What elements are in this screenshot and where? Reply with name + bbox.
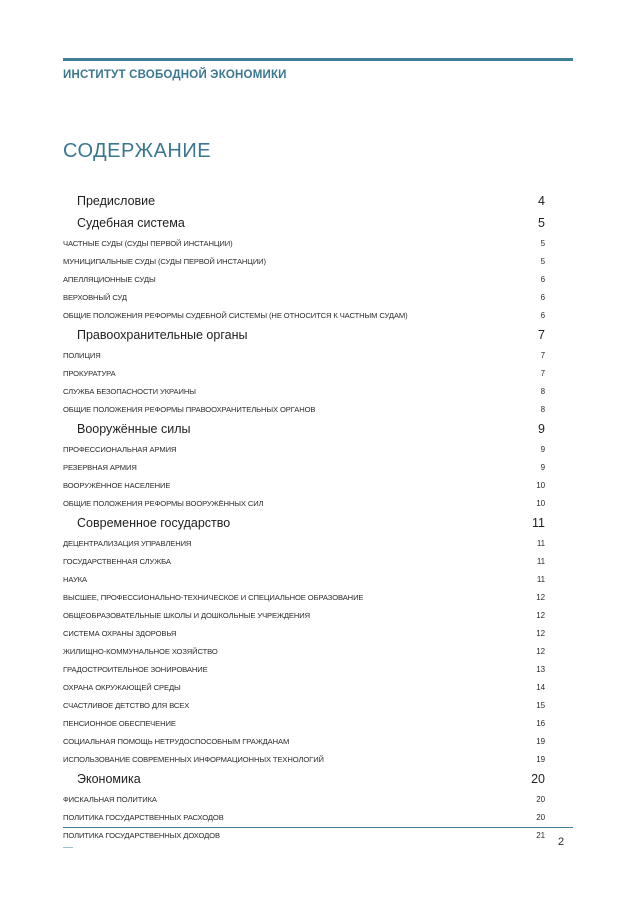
toc-entry-page: 21 [536, 830, 545, 840]
toc-entry-label: Предисловие [77, 194, 156, 208]
toc-entry-page: 20 [536, 794, 545, 804]
toc-subsection-entry[interactable] [63, 288, 545, 306]
toc-section-entry[interactable] [63, 212, 545, 234]
toc-subsection-entry[interactable] [63, 400, 545, 418]
toc-subsection-entry[interactable] [63, 270, 545, 288]
toc-entry-label: МУНИЦИПАЛЬНЫЕ СУДЫ (СУДЫ ПЕРВОЙ ИНСТАНЦИИ) [63, 256, 266, 266]
toc-entry-page: 6 [540, 310, 545, 320]
toc-subsection-entry[interactable] [63, 714, 545, 732]
toc-section-entry[interactable] [63, 418, 545, 440]
toc-subsection-entry[interactable] [63, 552, 545, 570]
toc-title: СОДЕРЖАНИЕ [63, 140, 212, 162]
toc-entry-page: 4 [538, 194, 545, 208]
toc-entry-label: ПРОКУРАТУРА [63, 368, 116, 378]
toc-subsection-entry[interactable] [63, 624, 545, 642]
toc-entry-page: 9 [538, 422, 545, 436]
toc-entry-label: ЖИЛИЩНО-КОММУНАЛЬНОЕ ХОЗЯЙСТВО [63, 646, 218, 656]
toc-subsection-entry[interactable] [63, 382, 545, 400]
toc-entry-label: СЛУЖБА БЕЗОПАСНОСТИ УКРАИНЫ [63, 386, 196, 396]
toc-entry-page: 12 [536, 592, 545, 602]
organization-name: ИНСТИТУТ СВОБОДНОЙ ЭКОНОМИКИ [63, 69, 287, 81]
toc-entry-label: ФИСКАЛЬНАЯ ПОЛИТИКА [63, 794, 157, 804]
toc-entry-label: Экономика [77, 772, 141, 786]
footer-mark [63, 847, 73, 848]
toc-entry-page: 5 [540, 256, 545, 266]
toc-entry-label: ОБЩИЕ ПОЛОЖЕНИЯ РЕФОРМЫ СУДЕБНОЙ СИСТЕМЫ (НЕ ОТНОСИТСЯ К ЧАСТНЫМ СУДАМ) [63, 310, 408, 320]
toc-subsection-entry[interactable] [63, 808, 545, 826]
toc-entry-page: 15 [536, 700, 545, 710]
toc-entry-label: ГОСУДАРСТВЕННАЯ СЛУЖБА [63, 556, 171, 566]
toc-entry-label: ОБЩЕОБРАЗОВАТЕЛЬНЫЕ ШКОЛЫ И ДОШКОЛЬНЫЕ УЧРЕЖДЕНИЯ [63, 610, 311, 620]
toc-subsection-entry[interactable] [63, 364, 545, 382]
toc-entry-label: ПРОФЕССИОНАЛЬНАЯ АРМИЯ [63, 444, 177, 454]
toc-subsection-entry[interactable] [63, 642, 545, 660]
toc-entry-label: АПЕЛЛЯЦИОННЫЕ СУДЫ [63, 274, 156, 284]
toc-section-entry[interactable] [63, 190, 545, 212]
toc-entry-label: СЧАСТЛИВОЕ ДЕТСТВО ДЛЯ ВСЕХ [63, 700, 190, 710]
toc-section-entry[interactable] [63, 768, 545, 790]
toc-subsection-entry[interactable] [63, 440, 545, 458]
toc-subsection-entry[interactable] [63, 476, 545, 494]
toc-entry-label: ПОЛИЦИЯ [63, 350, 101, 360]
toc-entry-page: 10 [536, 480, 545, 490]
toc-entry-label: ОБЩИЕ ПОЛОЖЕНИЯ РЕФОРМЫ ПРАВООХРАНИТЕЛЬНЫХ ОРГАНОВ [63, 404, 316, 414]
toc-entry-page: 5 [538, 216, 545, 230]
toc-entry-page: 8 [540, 386, 545, 396]
toc-subsection-entry[interactable] [63, 660, 545, 678]
toc-entry-page: 7 [540, 350, 545, 360]
toc-entry-label: Правоохранительные органы [77, 328, 248, 342]
toc-entry-page: 7 [540, 368, 545, 378]
toc-entry-page: 12 [536, 646, 545, 656]
toc-entry-label: ДЕЦЕНТРАЛИЗАЦИЯ УПРАВЛЕНИЯ [63, 538, 192, 548]
toc-subsection-entry[interactable] [63, 252, 545, 270]
toc-subsection-entry[interactable] [63, 826, 545, 844]
toc-subsection-entry[interactable] [63, 306, 545, 324]
toc-entry-page: 11 [532, 516, 545, 530]
toc-entry-page: 11 [536, 574, 545, 584]
toc-subsection-entry[interactable] [63, 678, 545, 696]
toc-entry-page: 9 [540, 462, 545, 472]
toc-subsection-entry[interactable] [63, 606, 545, 624]
toc-subsection-entry[interactable] [63, 732, 545, 750]
toc-entry-label: Современное государство [77, 516, 231, 530]
toc-subsection-entry[interactable] [63, 458, 545, 476]
toc-subsection-entry[interactable] [63, 588, 545, 606]
toc-entry-page: 14 [536, 682, 545, 692]
toc-entry-label: ИСПОЛЬЗОВАНИЕ СОВРЕМЕННЫХ ИНФОРМАЦИОННЫХ ТЕХНОЛОГИЙ [63, 754, 324, 764]
toc-entry-label: Вооружённые силы [77, 422, 191, 436]
toc-entry-page: 11 [536, 538, 545, 548]
toc-entry-label: ВЫСШЕЕ, ПРОФЕССИОНАЛЬНО-ТЕХНИЧЕСКОЕ И СПЕЦИАЛЬНОЕ ОБРАЗОВАНИЕ [63, 592, 364, 602]
table-of-contents [63, 190, 545, 844]
toc-entry-label: Судебная система [77, 216, 185, 230]
toc-entry-label: ПОЛИТИКА ГОСУДАРСТВЕННЫХ РАСХОДОВ [63, 812, 224, 822]
toc-entry-page: 11 [536, 556, 545, 566]
toc-entry-page: 20 [536, 812, 545, 822]
toc-entry-label: СИСТЕМА ОХРАНЫ ЗДОРОВЬЯ [63, 628, 177, 638]
toc-entry-page: 12 [536, 610, 545, 620]
toc-section-entry[interactable] [63, 512, 545, 534]
toc-subsection-entry[interactable] [63, 750, 545, 768]
header-rule [63, 58, 573, 61]
toc-subsection-entry[interactable] [63, 570, 545, 588]
toc-entry-label: НАУКА [63, 574, 88, 584]
toc-entry-page: 9 [540, 444, 545, 454]
toc-entry-label: ВООРУЖЁННОЕ НАСЕЛЕНИЕ [63, 480, 171, 490]
toc-section-entry[interactable] [63, 324, 545, 346]
toc-entry-label: ВЕРХОВНЫЙ СУД [63, 292, 127, 302]
footer-rule [63, 827, 573, 828]
toc-subsection-entry[interactable] [63, 494, 545, 512]
toc-subsection-entry[interactable] [63, 696, 545, 714]
toc-subsection-entry[interactable] [63, 346, 545, 364]
toc-subsection-entry[interactable] [63, 534, 545, 552]
toc-entry-page: 16 [536, 718, 545, 728]
toc-entry-page: 5 [540, 238, 545, 248]
toc-entry-label: СОЦИАЛЬНАЯ ПОМОЩЬ НЕТРУДОСПОСОБНЫМ ГРАЖДАНАМ [63, 736, 290, 746]
toc-entry-page: 8 [540, 404, 545, 414]
toc-subsection-entry[interactable] [63, 234, 545, 252]
toc-entry-label: РЕЗЕРВНАЯ АРМИЯ [63, 462, 137, 472]
toc-entry-label: ПЕНСИОННОЕ ОБЕСПЕЧЕНИЕ [63, 718, 176, 728]
toc-entry-label: ОХРАНА ОКРУЖАЮЩЕЙ СРЕДЫ [63, 682, 181, 692]
toc-entry-page: 19 [536, 736, 545, 746]
toc-entry-page: 20 [531, 772, 545, 786]
toc-subsection-entry[interactable] [63, 790, 545, 808]
toc-entry-label: ОБЩИЕ ПОЛОЖЕНИЯ РЕФОРМЫ ВООРУЖЁННЫХ СИЛ [63, 498, 264, 508]
page-number: 2 [558, 836, 565, 848]
toc-entry-label: ГРАДОСТРОИТЕЛЬНОЕ ЗОНИРОВАНИЕ [63, 664, 208, 674]
toc-entry-label: ПОЛИТИКА ГОСУДАРСТВЕННЫХ ДОХОДОВ [63, 830, 220, 840]
toc-entry-page: 19 [536, 754, 545, 764]
toc-entry-label: ЧАСТНЫЕ СУДЫ (СУДЫ ПЕРВОЙ ИНСТАНЦИИ) [63, 238, 233, 248]
toc-entry-page: 7 [538, 328, 545, 342]
toc-entry-page: 6 [540, 292, 545, 302]
toc-entry-page: 10 [536, 498, 545, 508]
toc-entry-page: 13 [536, 664, 545, 674]
toc-entry-page: 6 [540, 274, 545, 284]
toc-entry-page: 12 [536, 628, 545, 638]
